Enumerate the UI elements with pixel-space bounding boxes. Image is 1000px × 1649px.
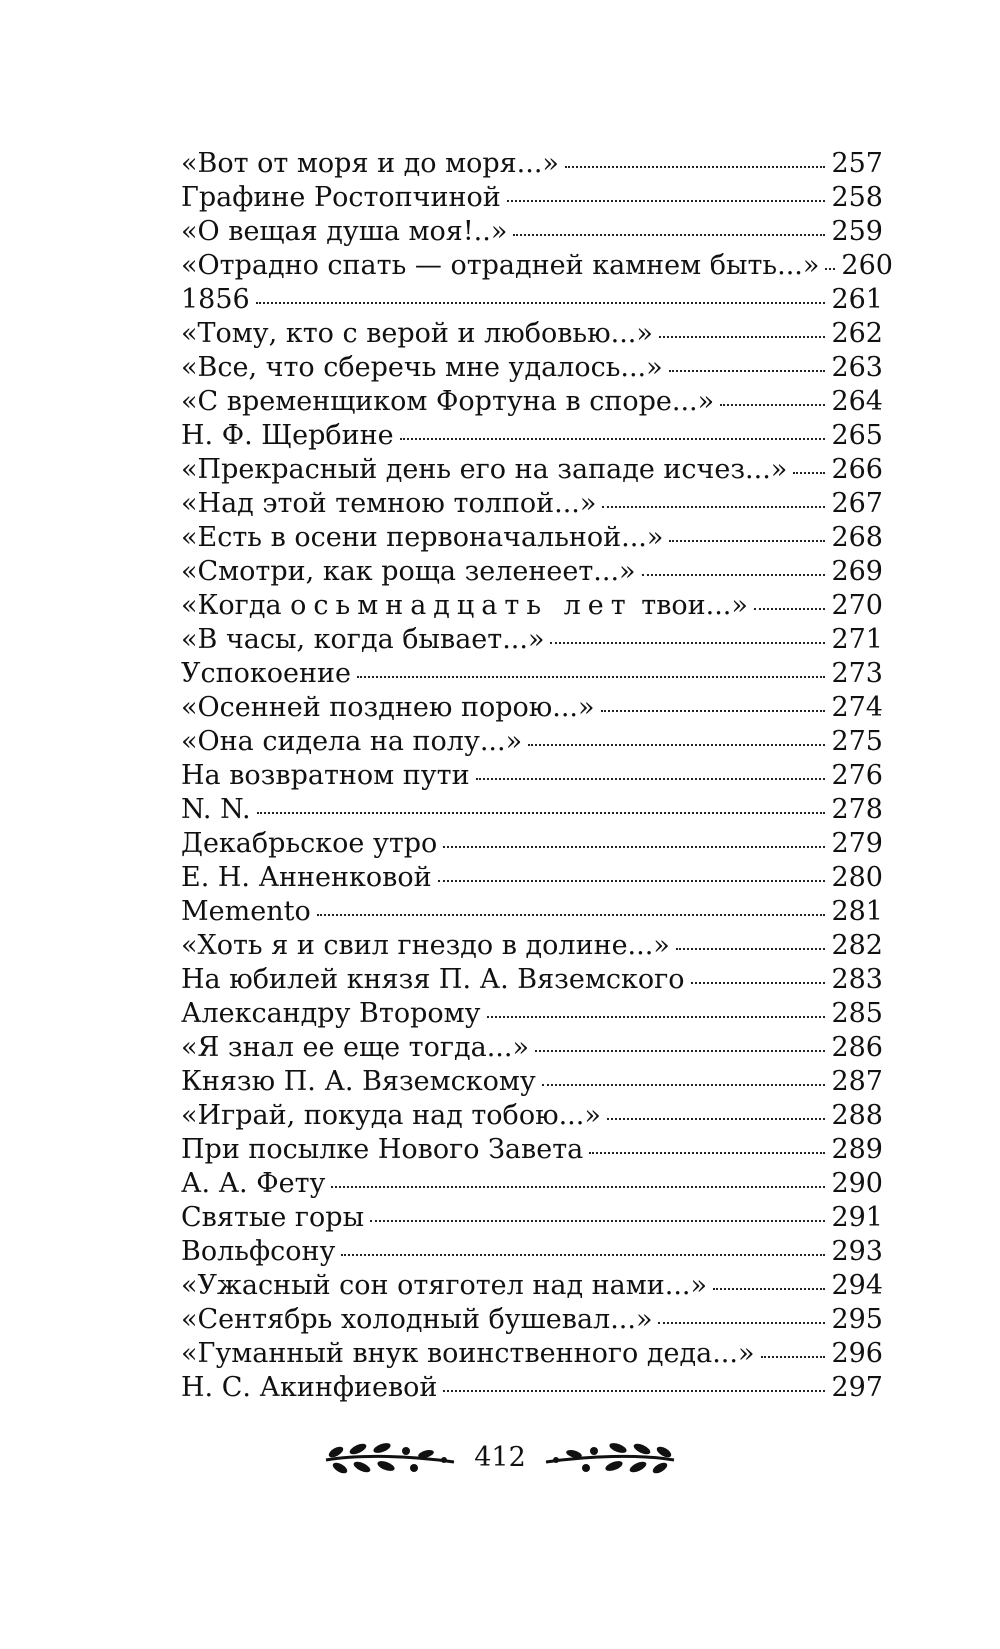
toc-entry-page: 263: [831, 352, 883, 383]
toc-entry-page: 267: [831, 488, 883, 519]
dot-leader: [528, 744, 825, 746]
toc-entry: [181, 1031, 883, 1065]
toc-entry: [181, 895, 883, 929]
toc-entry-title: «Прекрасный день его на западе исчез...»: [181, 454, 788, 485]
toc-entry-page: 290: [831, 1168, 883, 1199]
toc-entry-title: Е. Н. Анненковой: [181, 862, 432, 893]
dot-leader: [589, 1152, 825, 1154]
toc-entry: [181, 929, 883, 963]
toc-entry: [181, 555, 883, 589]
toc-entry-title: «Все, что сберечь мне удалось...»: [181, 352, 663, 383]
toc-entry: [181, 725, 883, 759]
toc-entry: [181, 657, 883, 691]
toc-entry-title: На юбилей князя П. А. Вяземского: [181, 964, 685, 995]
toc-entry: [181, 419, 883, 453]
toc-entry: [181, 181, 883, 215]
toc-entry: [181, 147, 883, 181]
toc-entry-title: На возвратном пути: [181, 760, 470, 791]
dot-leader: [507, 200, 826, 202]
dot-leader: [438, 880, 826, 882]
toc-entry-title: «Ужасный сон отяготел над нами...»: [181, 1270, 708, 1301]
toc-entry: [181, 1337, 883, 1371]
toc-entry-title: [181, 589, 748, 623]
toc-entry-page: 274: [831, 692, 883, 723]
toc-entry-title: N. N.: [181, 794, 251, 825]
toc-entry-page: 273: [831, 658, 883, 689]
toc-entry-title: А. А. Фету: [181, 1168, 326, 1199]
dot-leader: [400, 438, 826, 440]
toc-entry-page: 259: [831, 216, 883, 247]
dot-leader: [256, 302, 826, 304]
toc-entry-title: Александру Второму: [181, 998, 481, 1029]
page-footer: [0, 1438, 1000, 1478]
toc-entry-title: При посылке Нового Завета: [181, 1134, 584, 1165]
toc-entry-title: «О вещая душа моя!..»: [181, 216, 508, 247]
toc-entry: [181, 521, 883, 555]
toc-entry: [181, 827, 883, 861]
toc-entry: [181, 487, 883, 521]
dot-leader: [713, 1288, 825, 1290]
dot-leader: [720, 404, 825, 406]
toc-entry-page: 279: [831, 828, 883, 859]
toc-entry-page: 260: [841, 250, 893, 281]
toc-entry: [181, 1065, 883, 1099]
dot-leader: [825, 268, 835, 270]
toc-entry-title: Князю П. А. Вяземскому: [181, 1066, 536, 1097]
toc-entry-title: «Гуманный внук воинственного деда...»: [181, 1338, 755, 1369]
toc-entry: [181, 1235, 883, 1269]
toc-entry: [181, 691, 883, 725]
toc-entry-title: «Вот от моря и до моря...»: [181, 148, 559, 179]
dot-leader: [793, 472, 825, 474]
toc-entry: [181, 1371, 883, 1405]
page-number: 412: [474, 1442, 526, 1473]
toc-entry-page: 270: [831, 590, 883, 621]
toc-entry: [181, 453, 883, 487]
toc-entry-title: 1856: [181, 284, 250, 315]
toc-entry-title: Декабрьское утро: [181, 828, 438, 859]
toc-entry-title: Успокоение: [181, 658, 351, 689]
dot-leader: [669, 540, 825, 542]
toc-entry-page: 291: [831, 1202, 883, 1233]
laurel-branch-icon: [322, 1438, 462, 1478]
dot-leader: [676, 948, 826, 950]
toc-entry: [181, 759, 883, 793]
toc-entry-page: 283: [831, 964, 883, 995]
toc-entry: [181, 1099, 883, 1133]
toc-entry-title-spaced: осьмнадцать лет: [290, 590, 633, 621]
toc-entry: [181, 215, 883, 249]
toc-entry: [181, 793, 883, 827]
dot-leader: [357, 676, 825, 678]
toc-entry-page: 295: [831, 1304, 883, 1335]
toc-entry: [181, 317, 883, 351]
dot-leader: [658, 1322, 825, 1324]
toc-entry-page: 264: [831, 386, 883, 417]
toc-entry: [181, 1167, 883, 1201]
toc-entry: [181, 589, 883, 623]
dot-leader: [476, 778, 826, 780]
dot-leader: [317, 914, 826, 916]
toc-entry-title: Н. С. Акинфиевой: [181, 1372, 438, 1403]
dot-leader: [257, 812, 826, 814]
dot-leader: [761, 1356, 826, 1358]
dot-leader: [669, 370, 826, 372]
toc-entry-page: 296: [831, 1338, 883, 1369]
dot-leader: [602, 506, 825, 508]
toc-entry-page: 282: [831, 930, 883, 961]
dot-leader: [443, 1390, 825, 1392]
dot-leader: [642, 574, 826, 576]
toc-entry-page: 269: [831, 556, 883, 587]
toc-entry: [181, 1269, 883, 1303]
toc-entry: [181, 861, 883, 895]
toc-entry-title: Святые горы: [181, 1202, 365, 1233]
toc-entry-page: 281: [831, 896, 883, 927]
toc-entry-title: Вольфсону: [181, 1236, 336, 1267]
toc-entry-page: 294: [831, 1270, 883, 1301]
toc-entry-page: 288: [831, 1100, 883, 1131]
toc-entry: [181, 1133, 883, 1167]
toc-entry-page: 261: [831, 284, 883, 315]
toc-entry-page: 280: [831, 862, 883, 893]
toc-entry-title: «Играй, покуда над тобою...»: [181, 1100, 601, 1131]
toc-entry-page: 268: [831, 522, 883, 553]
toc-entry-title: «Есть в осени первоначальной...»: [181, 522, 664, 553]
toc-entry-title: «Хоть я и свил гнездо в долине...»: [181, 930, 670, 961]
toc-entry-title: Графине Ростопчиной: [181, 182, 501, 213]
toc-entry: [181, 249, 893, 283]
toc-entry: [181, 1303, 883, 1337]
toc-entry-page: 287: [831, 1066, 883, 1097]
toc-entry-page: 278: [831, 794, 883, 825]
toc-entry-page: 297: [831, 1372, 883, 1403]
toc-entry-title: Н. Ф. Щербине: [181, 420, 394, 451]
toc-entry-page: 275: [831, 726, 883, 757]
dot-leader: [535, 1050, 825, 1052]
toc-entry: [181, 623, 883, 657]
toc-entry-page: 258: [831, 182, 883, 213]
dot-leader: [565, 166, 826, 168]
toc-entry-title: «Я знал ее еще тогда...»: [181, 1032, 529, 1063]
toc-entry-page: 271: [831, 624, 883, 655]
toc-entry-title: «Отрадно спать — отрадней камнем быть...»: [181, 250, 820, 281]
toc-entry: [181, 997, 883, 1031]
toc-entry-title: «Она сидела на полу...»: [181, 726, 523, 757]
dot-leader: [550, 642, 825, 644]
toc-entry-page: 286: [831, 1032, 883, 1063]
toc-entry-title-suffix: твои...»: [632, 590, 748, 621]
dot-leader: [443, 846, 825, 848]
table-of-contents: [181, 147, 893, 1405]
toc-entry-title: «Осенней позднею порою...»: [181, 692, 595, 723]
toc-entry: [181, 385, 883, 419]
toc-entry-page: 285: [831, 998, 883, 1029]
toc-entry-title: «В часы, когда бывает...»: [181, 624, 545, 655]
dot-leader: [331, 1186, 825, 1188]
toc-entry: [181, 283, 883, 317]
laurel-branch-icon: [538, 1438, 678, 1478]
toc-entry-page: 293: [831, 1236, 883, 1267]
toc-entry-page: 257: [831, 148, 883, 179]
dot-leader: [341, 1254, 825, 1256]
toc-entry-page: 265: [831, 420, 883, 451]
toc-entry-page: 266: [831, 454, 883, 485]
toc-entry-title: Memento: [181, 896, 311, 927]
toc-entry-page: 289: [831, 1134, 883, 1165]
dot-leader: [607, 1118, 826, 1120]
toc-entry-title-prefix: «Когда: [181, 590, 291, 621]
dot-leader: [487, 1016, 826, 1018]
toc-entry-title: «Тому, кто с верой и любовью...»: [181, 318, 653, 349]
toc-entry-page: 262: [831, 318, 883, 349]
toc-entry-title: «Сентябрь холодный бушевал...»: [181, 1304, 653, 1335]
dot-leader: [754, 608, 826, 610]
dot-leader: [691, 982, 826, 984]
toc-entry: [181, 1201, 883, 1235]
toc-entry: [181, 963, 883, 997]
toc-entry-page: 276: [831, 760, 883, 791]
dot-leader: [542, 1084, 826, 1086]
dot-leader: [513, 234, 825, 236]
toc-entry-title: «С временщиком Фортуна в споре...»: [181, 386, 715, 417]
dot-leader: [370, 1220, 825, 1222]
dot-leader: [601, 710, 826, 712]
toc-entry: [181, 351, 883, 385]
toc-entry-title: «Смотри, как роща зеленеет...»: [181, 556, 636, 587]
dot-leader: [659, 336, 826, 338]
toc-entry-title: «Над этой темною толпой...»: [181, 488, 597, 519]
